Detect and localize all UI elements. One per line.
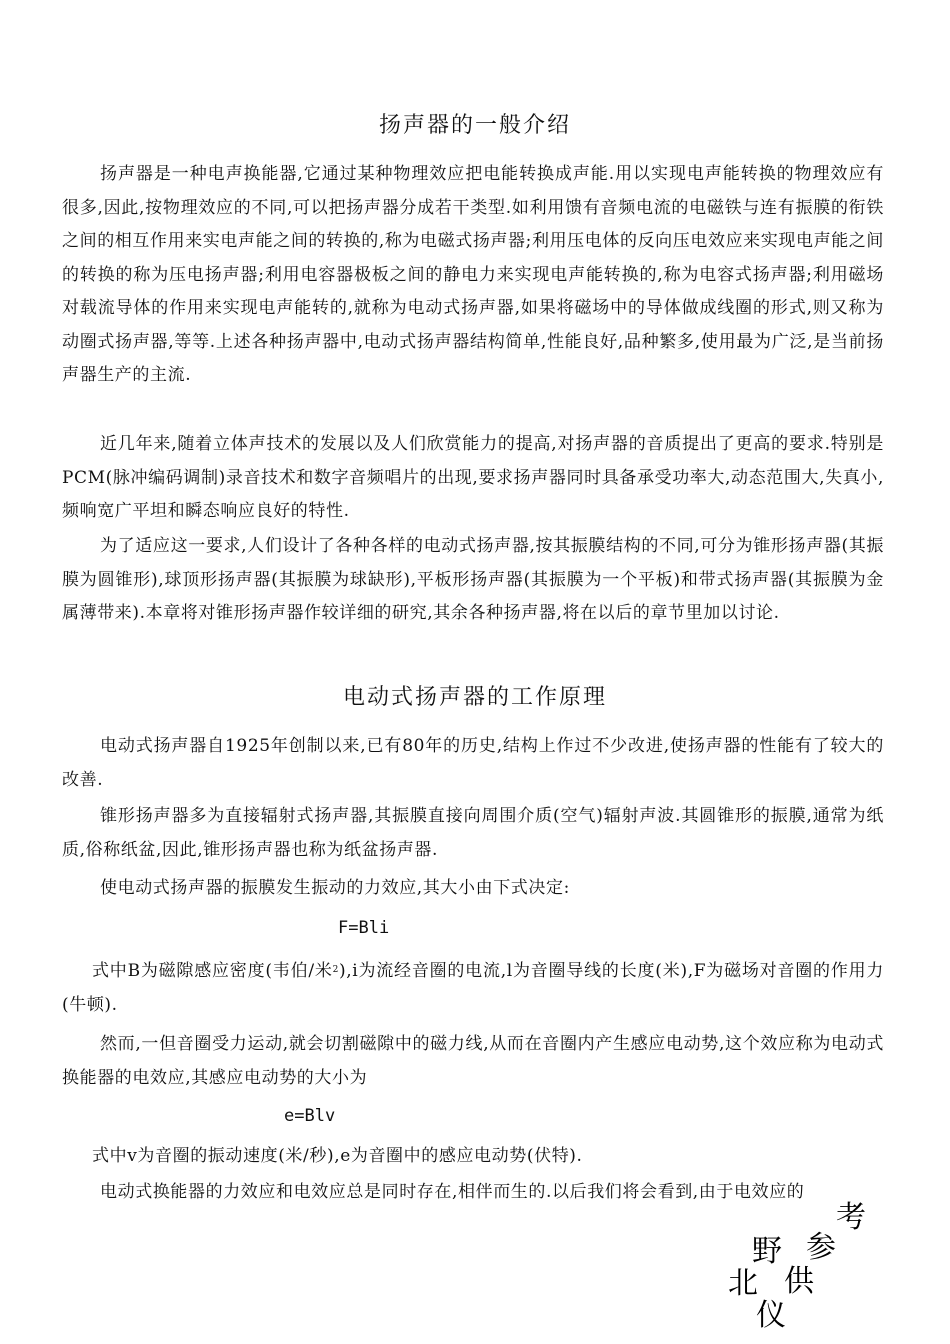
watermark-char-ye: 野 xyxy=(752,1234,782,1269)
section-title-intro: 扬声器的一般介绍 xyxy=(378,113,571,138)
paragraph-2: 近几年来,随着立体声技术的发展以及人们欣赏能力的提高,对扬声器的音质提出了更高的要求.特别是PCM(脉冲编码调制)录音技术和数字音频唱片的出现,要求扬声器同时具备承受功率大,动态范围大,失真小,频响宽广平坦和瞬态响应良好的特性. xyxy=(62,434,884,521)
watermark-char-bei: 北 xyxy=(728,1266,758,1301)
paragraph-8: 然而,一但音圈受力运动,就会切割磁隙中的磁力线,从而在音圈内产生感应电动势,这个效应称为电动式换能器的电效应,其感应电动势的大小为 xyxy=(62,1034,884,1088)
watermark-char-yi: 仪 xyxy=(756,1298,786,1333)
paragraph-7-text-a: 式中B为磁隙感应密度(韦伯/米 xyxy=(92,961,333,981)
paragraph-9: 式中v为音圈的振动速度(米/秒),e为音圈中的感应电动势(伏特). xyxy=(92,1146,583,1166)
paragraph-1: 扬声器是一种电声换能器,它通过某种物理效应把电能转换成声能.用以实现电声能转换的物理效应有很多,因此,按物理效应的不同,可以把扬声器分成若干类型.如利用馈有音频电流的电磁铁与连有振膜的衔铁之间的相互作用来实电声能之间的转换的,称为电磁式扬声器;利用压电体的反向压电效应来实现电声能之间的转换的称为压电扬声器;利用电容器极板之间的静电力来实现电声能转换的,称为电容式扬声器;利用磁场对载流导体的作用来实现电声能转的,就称为电动式扬声器,如果将磁场中的导体做成线圈的形式,则又称为动圈式扬声器,等等.上述各种扬声器中,电动式扬声器结构简单,性能良好,品种繁多,使用最为广泛,是当前扬声器生产的主流. xyxy=(62,164,884,385)
paragraph-7 xyxy=(62,954,884,1022)
watermark-char-kao: 考 xyxy=(836,1200,866,1235)
watermark-char-can: 参 xyxy=(806,1230,836,1265)
paragraph-6: 使电动式扬声器的振膜发生振动的力效应,其大小由下式决定: xyxy=(100,878,570,898)
section-title-principle: 电动式扬声器的工作原理 xyxy=(342,685,607,710)
paragraph-10: 电动式换能器的力效应和电效应总是同时存在,相伴而生的.以后我们将会看到,由于电效应的 xyxy=(100,1182,805,1202)
equation-emf: e=Blv xyxy=(284,1106,336,1126)
paragraph-3: 为了适应这一要求,人们设计了各种各样的电动式扬声器,按其振膜结构的不同,可分为锥形扬声器(其振膜为圆锥形),球顶形扬声器(其振膜为球缺形),平板形扬声器(其振膜为一个平板)和带式扬声器(其振膜为金属薄带来).本章将对锥形扬声器作较详细的研究,其余各种扬声器,将在以后的章节里加以讨论. xyxy=(62,536,884,623)
paragraph-4: 电动式扬声器自1925年创制以来,已有80年的历史,结构上作过不少改进,使扬声器的性能有了较大的改善. xyxy=(62,736,884,790)
paragraph-7-text-b: ),i为流经音圈的电流,l为音圈导线的长度(米),F为磁场对音圈的作用力(牛顿). xyxy=(62,961,884,1015)
superscript-2: 2 xyxy=(332,965,339,975)
watermark-char-gong: 供 xyxy=(784,1264,814,1299)
equation-force: F=Bli xyxy=(338,918,390,938)
paragraph-5: 锥形扬声器多为直接辐射式扬声器,其振膜直接向周围介质(空气)辐射声波.其圆锥形的振膜,通常为纸质,俗称纸盆,因此,锥形扬声器也称为纸盆扬声器. xyxy=(62,806,884,860)
